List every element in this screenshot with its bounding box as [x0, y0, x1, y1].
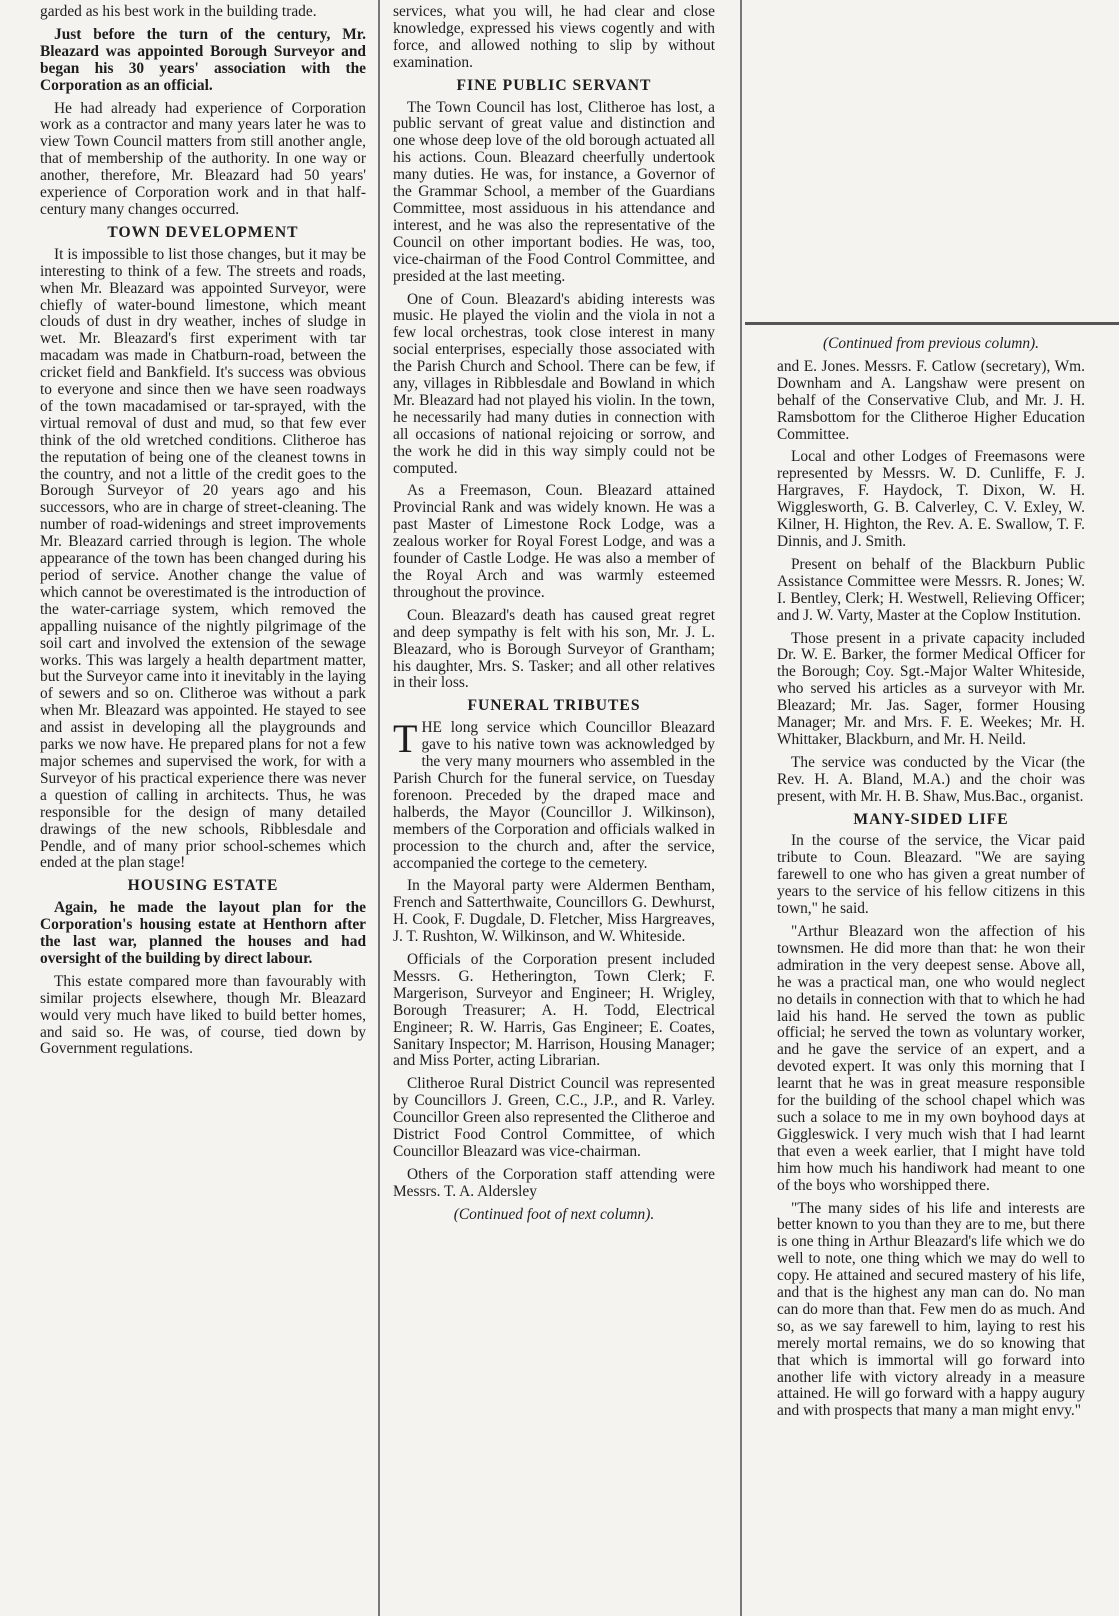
paragraph: Officials of the Corporation present included Messrs. G. Hetherington, Town Clerk; F. Margerison, Surveyor and Engineer; H. Wrigley, Borough Treasurer; A. H. Todd, Electrical Engineer; R. W. Harris, Gas Engineer; E. Coates, Sanitary Inspector; M. Harrison, Housing Manager; and Miss Porter, acting Librarian.: [393, 951, 715, 1070]
paragraph: Present on behalf of the Blackburn Public Assistance Committee were Messrs. R. Jones; W. I. Bentley, Clerk; H. Westwell, Relieving Officer; and J. W. Varty, Master at the Coplow Institution.: [777, 555, 1085, 624]
paragraph: The Town Council has lost, Clitheroe has lost, a public servant of great value and distinction and one whose deep love of the old borough actuated all his actions. Coun. Bleazard cheerfully undertook many duties. He was, for instance, a Governor of the Grammar School, a member of the Guardians Committee, most assiduous in his attendance and interest, and he was also the representative of the Council on other important bodies. He was, too, vice-chairman of the Food Control Committee, and presided at the last meeting.: [393, 98, 715, 285]
drop-cap: T: [393, 716, 418, 762]
continuation-note: (Continued from previous column).: [822, 336, 1039, 352]
paragraph: He had already had experience of Corporation work as a contractor and many years later he was to view Town Council matters from still another angle, that of membership of the authority. In one way or another, therefore, Mr. Bleazard had 50 years' experience of Corporation work and in that half-century many changes occurred.: [40, 99, 366, 218]
paragraph: This estate compared more than favourably with similar projects elsewhere, though Mr. Bleazard would very much have liked to build better homes, and said so. He was, of course, tied down by Government regulations.: [40, 972, 366, 1058]
paragraph: It is impossible to list those changes, but it may be interesting to think of a few. The streets and roads, when Mr. Bleazard was appointed Surveyor, were chiefly of water-bound limestone, which meant clouds of dust in dry weather, inches of sludge in wet. Mr. Bleazard's first experiment with tar macadam was made in Chatburn-road, between the cricket field and Bankfield. It's success was obvious to everyone and since then we have seen roadways of the town macadamised or tar-sprayed, with the virtual removal of dust and mud, so that few ever think of the old wretched conditions. Clitheroe has the reputation of being one of the cleanest towns in the country, and not a little of the credit goes to the Borough Surveyor of 20 years ago and his successors, who are in charge of street-cleaning. The number of road-widenings and street improvements Mr. Bleazard carried through is legion. The whole appearance of the town has been changed during his period of service. Another change the value of which cannot be overestimated is the introduction of the water-carriage system, which removed the appalling nuisance of the nightly pilgrimage of the soil cart and involved the extension of the sewage works. This was largely a health department matter, but the Surveyor came into it inevitably in the laying of sewers and so on. Clitheroe was without a park when Mr. Bleazard was appointed. He stayed to see and assist in developing all the playgrounds and parks we now have. He prepared plans for not a few major schemes and supervised the work, for with a Surveyor of his practical experience there was never a question of calling in architects. Thus, he was responsible for the design of many detailed drawings of the new schools, Ribblesdale and Pendle, and of many prior school-schemes which ended at the plan stage!: [40, 245, 366, 872]
paragraph: One of Coun. Bleazard's abiding interests was music. He played the violin and the viola in not a few local orchestras, took close interest in many social enterprises, especially those associated with the Parish Church and School. There can be few, if any, villages in Ribblesdale and Bowland in which Mr. Bleazard had not played his violin. In the town, he necessarily had many duties in connection with all occasions of national rejoicing or sorrow, and the work he did in this way simply could not be computed.: [393, 290, 715, 477]
paragraph: Those present in a private capacity included Dr. W. E. Barker, the former Medical Officer for the Borough; Coy. Sgt.-Major Walter Whiteside, who served his articles as a surveyor with Mr. Bleazard; Mr. Jas. Sager, former Housing Manager; Mr. and Mrs. F. E. Weekes; Mr. H. Whittaker, Blackburn, and Mr. H. Neild.: [777, 629, 1085, 748]
paragraph: The service was conducted by the Vicar (the Rev. H. A. Bland, M.A.) and the choir was present, with Mr. H. B. Shaw, Mus.Bac., organist.: [777, 753, 1085, 805]
subheading-many-sided-life: MANY-SIDED LIFE: [853, 810, 1009, 828]
paragraph-bold: Just before the turn of the century, Mr. Bleazard was appointed Borough Surveyor and began his 30 years' association with the Corporation as an official.: [40, 25, 366, 94]
paragraph: In the Mayoral party were Aldermen Bentham, French and Satterthwaite, Councillors G. Dewhurst, H. Cook, F. Dugdale, D. Fletcher, Miss Hargreaves, J. T. Rushton, W. Wilkinson, and W. Whiteside.: [393, 877, 715, 946]
article-column-2: [393, 4, 715, 1604]
subheading-housing-estate: HOUSING ESTATE: [127, 877, 279, 895]
article-column-3: [777, 336, 1085, 1606]
paragraph: As a Freemason, Coun. Bleazard attained Provincial Rank and was widely known. He was a past Master of Limestone Rock Lodge, was a zealous worker for Royal Forest Lodge, and was a founder of Castle Lodge. He was also a member of the Royal Arch and was warmly esteemed throughout the province.: [393, 482, 715, 601]
paragraph: In the course of the service, the Vicar paid tribute to Coun. Bleazard. "We are saying farewell to one who has given a great number of years to the service of his fellow citizens in this town," he said.: [777, 832, 1085, 918]
section-rule-right: [745, 322, 1119, 325]
paragraph: "The many sides of his life and interests are better known to you than they are to me, but there is one thing in Arthur Bleazard's life which we do well to note, one thing which we may do well to copy. He attained and secured mastery of his life, and that is the highest any man can do. No man can do more than that. Few men do as much. And so, as we say farewell to him, laying to rest his merely mortal remains, we do so knowing that that which is immortal will go forward into another life with victory already in a measure attained. He will go forward with a happy augury and with prospects that many a man might envy.": [777, 1199, 1085, 1420]
subheading-funeral-tributes: FUNERAL TRIBUTES: [467, 697, 641, 715]
column-rule-right: [740, 0, 742, 1616]
subheading-fine-public-servant: FINE PUBLIC SERVANT: [456, 76, 652, 94]
paragraph: garded as his best work in the building trade.: [40, 4, 317, 20]
article-column-1: [40, 4, 366, 1604]
paragraph: Others of the Corporation staff attending were Messrs. T. A. Aldersley: [393, 1165, 715, 1200]
paragraph-with-dropcap: [393, 716, 715, 872]
subheading-town-development: TOWN DEVELOPMENT: [107, 223, 299, 241]
paragraph: Coun. Bleazard's death has caused great regret and deep sympathy is felt with his son, Mr. J. L. Bleazard, who is Borough Surveyor of Grantham; his daughter, Mrs. S. Tasker; and all other relatives in their loss.: [393, 606, 715, 692]
paragraph-text: HE long service which Councillor Bleazard gave to his native town was acknowledged by the very many mourners who assembled in the Parish Church for the funeral service, on Tuesday forenoon. Preceded by the draped mace and halberds, the Mayor (Councillor J. Wilkinson), members of the Corporation and officials walked in procession to the church and, after the service, accompanied the cortege to the cemetery.: [393, 719, 715, 872]
continuation-note: (Continued foot of next column).: [453, 1205, 655, 1223]
paragraph: Clitheroe Rural District Council was represented by Councillors J. Green, C.C., J.P., and R. Varley. Councillor Green also represented the Clitheroe and District Food Control Committee, of which Councillor Bleazard was vice-chairman.: [393, 1075, 715, 1160]
paragraph: "Arthur Bleazard won the affection of his townsmen. He did more than that: he won their admiration in the very deepest sense. Above all, he was a practical man, one who would neglect no details in connection with that to which he had laid his hand. He served the town as public official; he served the town as voluntary worker, and he gave the service of an expert, and a devoted expert. It was only this morning that I learnt that he was in great measure responsible for the building of the school chapel which was such a solace to me in my own boyhood days at Giggleswick. I very much wish that I had learnt that even a week earlier, that I might have told him how much his handiwork had meant to one of the boys who worshipped there.: [777, 923, 1085, 1194]
paragraph: Local and other Lodges of Freemasons were represented by Messrs. W. D. Cunliffe, F. J. Hargraves, F. Haydock, T. Dixon, W. H. Wigglesworth, G. B. Calverley, C. V. Exley, W. Kilner, H. Highton, the Rev. A. E. Swallow, T. F. Dinnis, and J. Smith.: [777, 448, 1085, 550]
paragraph-bold: Again, he made the layout plan for the Corporation's housing estate at Henthorn after the last war, planned the houses and had oversight of the building by direct labour.: [40, 899, 366, 967]
column-rule-left: [378, 0, 380, 1616]
paragraph: and E. Jones. Messrs. F. Catlow (secretary), Wm. Downham and A. Langshaw were present on behalf of the Conservative Club, and Mr. J. H. Ramsbottom for the Clitheroe Higher Education Committee.: [777, 357, 1085, 443]
paragraph: services, what you will, he had clear and close knowledge, expressed his views cogently and with force, and allowed nothing to slip by without examination.: [393, 4, 715, 71]
